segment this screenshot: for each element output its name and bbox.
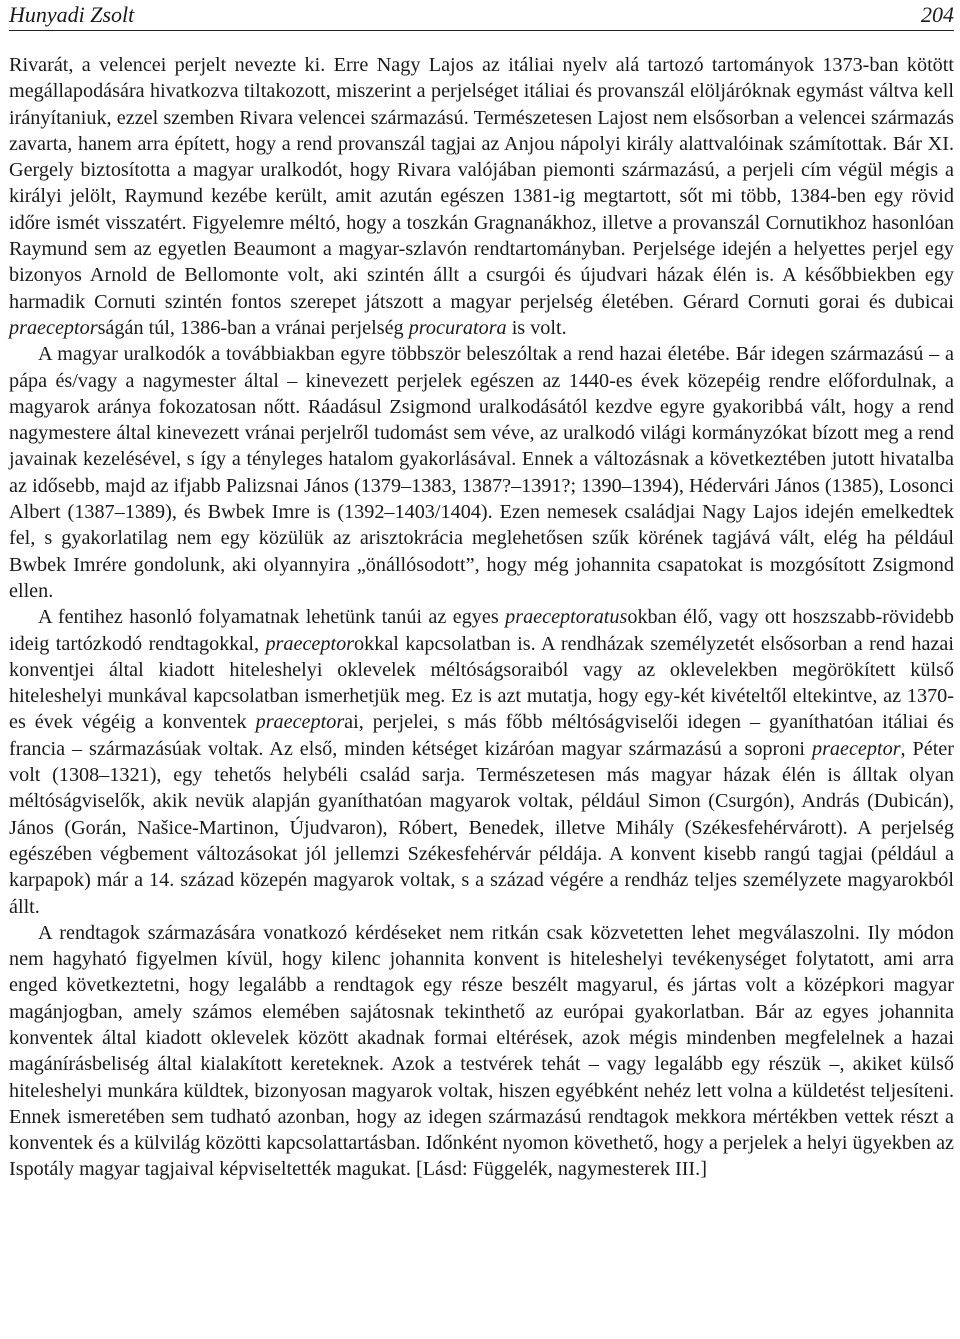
italic-term: procuratora — [408, 316, 507, 339]
text-run: okban élő, vagy ott hoszszabb-rövidebb ideig tartózkodó rendtagokkal, — [9, 606, 954, 655]
header-author: Hunyadi Zsolt — [9, 2, 135, 27]
text-run: ai, perjelei, s más főbb méltóságviselői idegen – gyaníthatóan itáliai és francia – származásúak voltak. Az első, minden kétséget kizáróan magyar származású a soproni — [9, 711, 954, 760]
paragraph — [9, 52, 954, 341]
text-run: A magyar uralkodók a továbbiakban egyre többször beleszóltak a rend hazai életébe. Bár idegen származású – a pápa és/vagy a nagymester által – kinevezett perjelek egészen az 1440-es évek közepéig rendre előfordulnak, a magyarok aránya fokozatosan nőtt. Ráadásul Zsigmond uralkodásától kezdve egyre gyakoribbá vált, hogy a rend nagymestere által kinevezett vránai perjelről tudomást sem véve, az uralkodó világi kormányzókat bízott meg a rend javainak kezelésével, s így a tényleges hatalom gyakorlásával. Ennek a változásnak a következtében jutott hivatalba az idősebb, majd az ifjabb Palizsnai János (1379–1383, 1387?–1391?; 1390–1394), Hédervári János (1385), Losonci Albert (1387–1389), és Bwbek Imre is (1392–1403/1404). Ezen nemesek családjai Nagy Lajos idején emelkedtek fel, s gyakorlatilag nem egy közülük az arisztokrácia meglehetősen szűk körének tagjává vált, elég ha például Bwbek Imrére gondolunk, aki olyannyira „önállósodott”, hogy még johannita csapatokat is mozgósított Zsigmond ellen. — [9, 343, 954, 602]
header-page-number: 204 — [921, 2, 954, 27]
paragraph — [9, 920, 954, 1183]
text-run: A fentihez hasonló folyamatnak lehetünk tanúi az egyes — [38, 606, 506, 629]
text-run: A rendtagok származására vonatkozó kérdéseket nem ritkán csak közvetetten lehet megválaszolni. Ily módon nem hagyható figyelmen kívül, hogy kilenc johannita konvent is hiteleshelyi tevékenységet folytatott, ami arra enged következtetni, hogy legalább a rendtagok egy része beszélt magyarul, és jártas volt a középkori magyar magánjogban, amely számos elemében sajátosnak tekinthető az európai gyakorlatban. Bár az egyes johannita konventek által kiadott oklevelek között akadnak formai eltérések, azok mégis mindenben megfelelnek a hazai magánírásbeliség által kialakított kereteknek. Azok a testvérek tehát – vagy legalább egy részük –, akiket külső hiteleshelyi munkára küldtek, bizonyosan magyarok voltak, hiszen egyébként nehéz lett volna a küldetést teljesíteni. Ennek ismeretében sem tudható azonban, hogy az idegen származású rendtagok mekkora mértékben vettek részt a konventek és a külvilág közötti kapcsolattartásban. Időnként nyomon követhető, hogy a perjelek a helyi ügyekben az Ispotály magyar tagjaival képviseltették magukat. [Lásd: Függelék, nagymesterek III.] — [9, 921, 954, 1181]
italic-term: praeceptor — [255, 711, 345, 734]
running-header — [9, 0, 954, 31]
text-run: okkal kapcsolatban is. A rendházak személyzetét elsősorban a rend hazai konventjei által kiadott hiteleshelyi oklevelek méltóságsoraiból vagy az oklevelekben megörökített külső hiteleshelyi munkával kapcsolatban ismerhetjük meg. Ez is azt mutatja, hogy egy-két kivételtől eltekintve, az 1370-es évek végéig a konventek — [9, 632, 955, 734]
text-run: , Péter volt (1308–1321), egy tehetős helybéli család sarja. Természetesen más magyar házak élén is álltak olyan méltóságviselők, akik nevük alapján gyaníthatóan magyarok voltak, például Simon (Csurgón), András (Dubicán), János (Gorán, Našice-Martinon, Újudvaron), Róbert, Benedek, illetve Mihály (Székesfehérvárott). A perjelség egészében végbement változásokat jól jellemzi Székesfehérvár példája. A konvent kisebb rangú tagjai (például a karpapok) már a 14. század közepén magyarok voltak, s a század végére a rendház teljes személyzete magyarokból állt. — [9, 737, 954, 918]
paragraph — [9, 604, 954, 920]
italic-term: praeceptor — [811, 737, 901, 760]
italic-term: praeceptor — [265, 632, 355, 655]
italic-term: praeceptor — [9, 316, 98, 339]
text-run: ságán túl, 1386-ban a vránai perjelség — [97, 316, 409, 339]
text-run: is volt. — [506, 316, 567, 339]
italic-term: praeceptoratus — [505, 606, 628, 629]
body-text — [9, 52, 954, 1183]
paragraph — [9, 341, 954, 604]
text-run: Rivarát, a velencei perjelt nevezte ki. Erre Nagy Lajos az itáliai nyelv alá tartozó tartományok 1373-ban kötött megállapodására hivatkozva tiltakozott, miszerint a perjelséget itáliai és provanszál elöljáróknak egymást váltva kell irányítaniuk, ezzel szemben Rivara velencei származású. Természetesen Lajost nem elsősorban a velencei származás zavarta, hanem arra épített, hogy a rend provanszál tagjai az Anjou nápolyi király alattvalóinak számítottak. Bár XI. Gergely biztosította a magyar uralkodót, hogy Rivara valójában piemonti származású, a perjeli cím végül mégis a királyi jelölt, Raymund kezébe került, amit azután egészen 1381-ig megtartott, sőt mi több, 1384-ben egy rövid időre ismét visszatért. Figyelemre méltó, hogy a toszkán Gragnanákhoz, illetve a provanszál Cornutikhoz hasonlóan Raymund sem az egyetlen Beaumont a magyar-szlavón rendtartományban. Perjelsége idején a helyettes perjel egy bizonyos Arnold de Bellomonte volt, aki szintén állt a csurgói és újudvari házak élén is. A későbbiekben egy harmadik Cornuti szintén fontos szerepet játszott a magyar perjelség életében. Gérard Cornuti gorai és dubicai — [9, 54, 954, 313]
